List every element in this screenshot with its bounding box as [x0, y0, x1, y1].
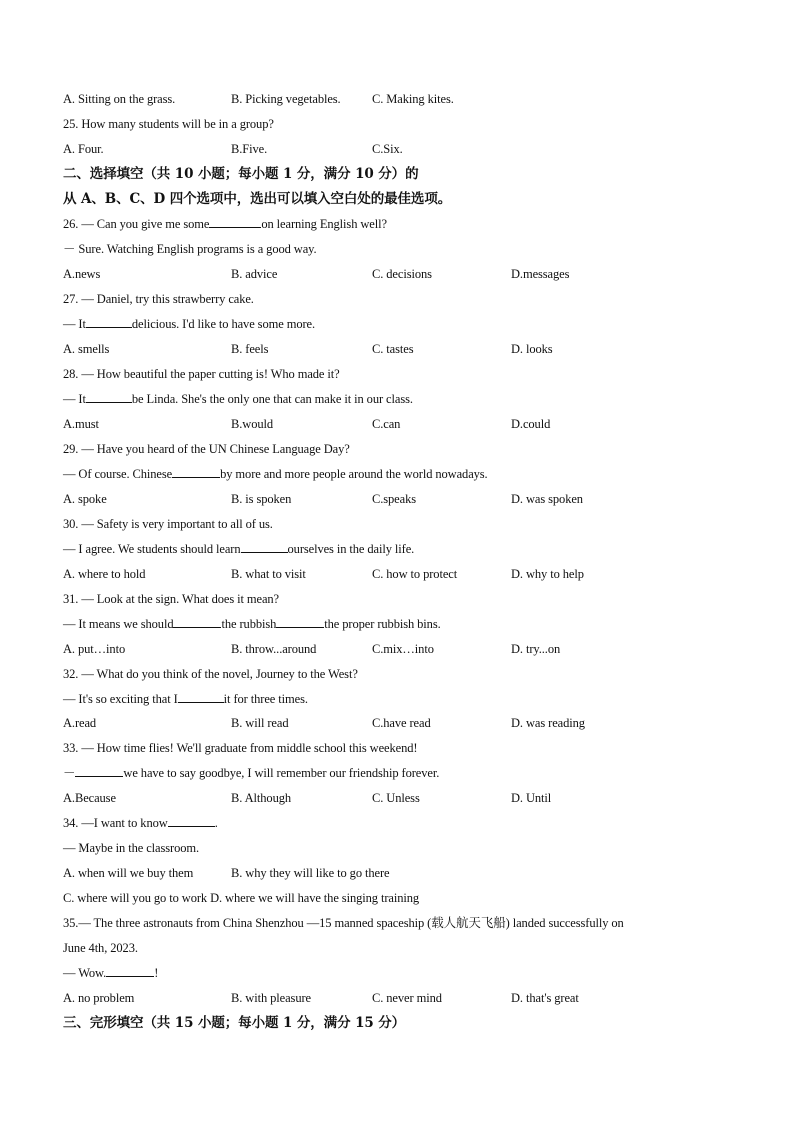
option-a: A. no problem — [63, 991, 135, 1005]
option-c: C.speaks — [372, 492, 416, 506]
q28-suffix: be Linda. She's the only one that can make it in our class. — [131, 392, 413, 406]
option-c: C.have read — [372, 716, 431, 730]
option-c: C. Unless — [372, 791, 420, 805]
section2-heading-line2: 从 A、B、C、D 四个选项中，选出可以填入空白处的最佳选项。 — [63, 191, 452, 207]
q33-suffix: we have to say goodbye, I will remember our friendship forever. — [123, 766, 440, 780]
q34-prefix: 34. —I want to know — [63, 816, 168, 830]
option-a: A. spoke — [63, 492, 107, 506]
q31-question: 31. — Look at the sign. What does it mean? — [63, 592, 280, 606]
option-b: B. feels — [231, 342, 269, 356]
q30-response — [63, 537, 414, 562]
q31-mid: the rubbish — [221, 617, 277, 631]
q27-response — [63, 312, 315, 337]
q26-question — [63, 212, 387, 237]
answer-blank — [209, 213, 261, 228]
q28-question: 28. — How beautiful the paper cutting is! Who made it? — [63, 367, 340, 381]
option-d: D. why to help — [511, 567, 584, 581]
section3-heading: 三、完形填空（共 15 小题；每小题 1 分，满分 15 分） — [63, 1015, 406, 1031]
q28-prefix: — It — [63, 392, 86, 406]
q29-question: 29. — Have you heard of the UN Chinese Language Day? — [63, 442, 350, 456]
option-b: B. why they will like to go there — [231, 866, 390, 880]
q30-suffix: ourselves in the daily life. — [287, 542, 415, 556]
option-d: D. was spoken — [511, 492, 583, 506]
q27-prefix: — It — [63, 317, 86, 331]
q35-question-cont: June 4th, 2023. — [63, 941, 138, 955]
answer-blank — [178, 688, 224, 703]
answer-blank — [86, 388, 132, 403]
option-c: C. never mind — [372, 991, 442, 1005]
option-d: D. Until — [511, 791, 552, 805]
option-c: C. Making kites. — [372, 92, 454, 106]
q35-response — [63, 961, 158, 986]
option-a: A.Because — [63, 791, 116, 805]
q30-prefix: — I agree. We students should learn — [63, 542, 241, 556]
q34-options-line2: C. where will you go to work D. where we will have the singing training — [63, 891, 420, 905]
q32-suffix: it for three times. — [223, 692, 308, 706]
q33-response — [63, 761, 439, 786]
q35-prefix: — Wow. — [63, 966, 107, 980]
q29-prefix: — Of course. Chinese — [63, 467, 173, 481]
q35-question: 35.— The three astronauts from China Shenzhou —15 manned spaceship (载人航天飞船) landed successfully on — [63, 916, 624, 930]
q31-suffix: the proper rubbish bins. — [324, 617, 441, 631]
q26-response: － Sure. Watching English programs is a good way. — [63, 242, 317, 256]
option-a: A. when will we buy them — [63, 866, 194, 880]
option-b: B. what to visit — [231, 567, 306, 581]
answer-blank — [106, 962, 154, 977]
option-c: C.Six. — [372, 142, 403, 156]
answer-blank — [75, 762, 123, 777]
option-a: A. put…into — [63, 642, 126, 656]
q35-suffix: ! — [154, 966, 159, 980]
option-b: B. is spoken — [231, 492, 292, 506]
q27-question: 27. — Daniel, try this strawberry cake. — [63, 292, 254, 306]
answer-blank — [86, 313, 132, 328]
q33-question: 33. — How time flies! We'll graduate from middle school this weekend! — [63, 741, 418, 755]
option-c: C. decisions — [372, 267, 432, 281]
q31-response — [63, 612, 441, 637]
option-c: C.mix…into — [372, 642, 434, 656]
answer-blank — [241, 538, 288, 553]
q25-question: 25. How many students will be in a group? — [63, 117, 274, 131]
q33-prefix: － — [63, 766, 76, 780]
q26-prefix: 26. — Can you give me some — [63, 217, 210, 231]
q34-question — [63, 811, 218, 836]
option-b: B.Five. — [231, 142, 268, 156]
option-a: A.must — [63, 417, 99, 431]
answer-blank — [173, 613, 221, 628]
option-c: C. how to protect — [372, 567, 458, 581]
option-d: D.messages — [511, 267, 570, 281]
option-b: B. Picking vegetables. — [231, 92, 341, 106]
option-b: B. advice — [231, 267, 278, 281]
option-d: D.could — [511, 417, 551, 431]
q27-suffix: delicious. I'd like to have some more. — [131, 317, 316, 331]
option-b: B. with pleasure — [231, 991, 311, 1005]
option-b: B. will read — [231, 716, 289, 730]
option-d: D. looks — [511, 342, 553, 356]
q31-prefix: — It means we should — [63, 617, 174, 631]
option-a: A. where to hold — [63, 567, 146, 581]
section2-heading-line1: 二、选择填空（共 10 小题；每小题 1 分，满分 10 分）的 — [63, 166, 419, 182]
answer-blank — [168, 812, 215, 827]
option-d: D. try...on — [511, 642, 561, 656]
option-d: D. was reading — [511, 716, 585, 730]
answer-blank — [172, 463, 220, 478]
q32-question: 32. — What do you think of the novel, Journey to the West? — [63, 667, 358, 681]
q30-question: 30. — Safety is very important to all of us. — [63, 517, 273, 531]
answer-blank — [276, 613, 324, 628]
option-d: D. that's great — [511, 991, 579, 1005]
option-a: A. Sitting on the grass. — [63, 92, 176, 106]
option-b: B.would — [231, 417, 274, 431]
q32-response — [63, 687, 308, 712]
option-a: A.read — [63, 716, 97, 730]
option-c: C.can — [372, 417, 401, 431]
option-a: A. Four. — [63, 142, 104, 156]
option-b: B. Although — [231, 791, 292, 805]
option-a: A.news — [63, 267, 101, 281]
option-b: B. throw...around — [231, 642, 317, 656]
q34-suffix: . — [214, 816, 218, 830]
q32-prefix: — It's so exciting that I — [63, 692, 178, 706]
q29-suffix: by more and more people around the world nowadays. — [220, 467, 488, 481]
q26-suffix: on learning English well? — [261, 217, 387, 231]
option-a: A. smells — [63, 342, 110, 356]
q34-response: — Maybe in the classroom. — [63, 841, 200, 855]
option-c: C. tastes — [372, 342, 414, 356]
q29-response — [63, 462, 488, 487]
q28-response — [63, 387, 413, 412]
